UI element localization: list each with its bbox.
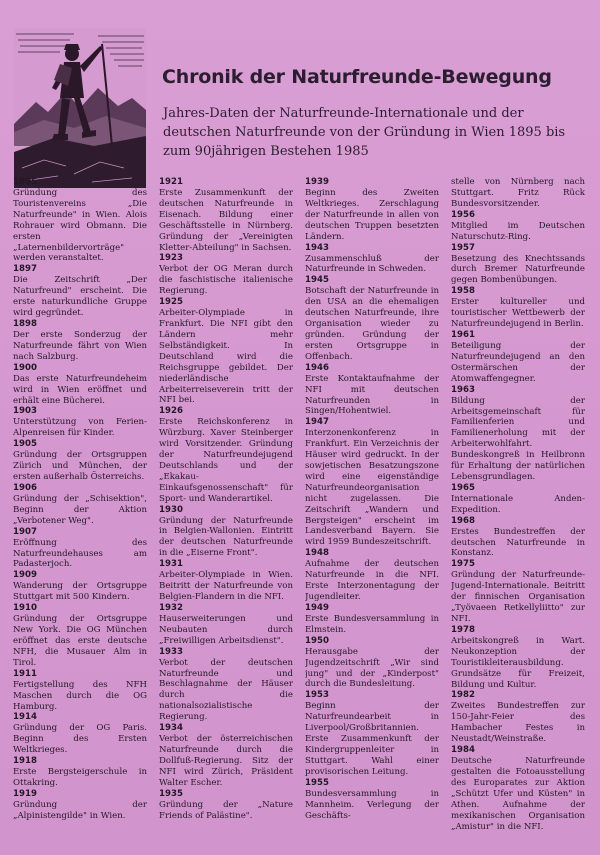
entry bbox=[159, 253, 293, 297]
entry-text: Erster kultureller und touristischer Wettbewerb der Naturfreundejugend in Berlin. bbox=[451, 297, 585, 330]
entry bbox=[13, 789, 147, 822]
entry bbox=[305, 690, 439, 777]
entry bbox=[159, 505, 293, 560]
entry bbox=[451, 210, 585, 243]
entry bbox=[13, 319, 147, 363]
entry-year: 1982 bbox=[451, 690, 475, 701]
entry bbox=[305, 603, 439, 636]
entry bbox=[305, 275, 439, 362]
entry-text: Erste Zusammenkunft der deutschen Naturfreunde in Eisenach. Bildung einer Geschäftsstelle in Nürnberg. Gründung der „Vereinigten Kletter-Abteilung" in Sachsen. bbox=[159, 188, 293, 253]
entry-year: 1907 bbox=[13, 526, 37, 537]
entry bbox=[305, 177, 439, 243]
entry-text: Verbot der OG Meran durch die faschistische italienische Regierung. bbox=[159, 264, 293, 297]
entry-year: 1978 bbox=[451, 624, 475, 635]
entry bbox=[451, 330, 585, 385]
entry-year: 1903 bbox=[13, 406, 37, 417]
entry-text: Zusammenschluß der Naturfreunde in Schweden. bbox=[305, 253, 439, 275]
entry bbox=[13, 570, 147, 603]
entry-year: 1935 bbox=[159, 788, 183, 799]
entry bbox=[13, 527, 147, 571]
entry-text: Gründung der „Nature Friends of Palästine". bbox=[159, 799, 293, 821]
entry-year: 1895 bbox=[13, 177, 37, 187]
entry bbox=[159, 177, 293, 253]
entry bbox=[305, 636, 439, 691]
page-title: Chronik der Naturfreunde-Bewegung bbox=[162, 66, 552, 88]
entry bbox=[13, 177, 147, 264]
entry-text: Mitglied im Deutschen Naturschutz-Ring. bbox=[451, 220, 585, 242]
entry-text: Arbeiter-Olympiade in Wien. Beitritt der Naturfreunde von Belgien-Flandern in die NFI. bbox=[159, 570, 293, 602]
entry-year: 1934 bbox=[159, 723, 183, 734]
entry-year: 1945 bbox=[305, 275, 329, 286]
entry-text: Erste Bergsteigerschule in Ottakring. bbox=[13, 767, 147, 789]
entry-text: Wanderung der Ortsgruppe Stuttgart mit 500 Kindern. bbox=[13, 581, 147, 603]
entry-year: 1919 bbox=[13, 788, 37, 799]
entry-text: Internationale Anden-Expedition. bbox=[451, 493, 585, 515]
entry-year: 1909 bbox=[13, 570, 37, 581]
entry bbox=[451, 243, 585, 287]
entry-text: Unterstützung von Ferien-Alpenreisen für Kinder. bbox=[13, 417, 147, 439]
entry-year: 1939 bbox=[305, 177, 329, 187]
entry-year: 1956 bbox=[451, 209, 475, 220]
entry bbox=[13, 483, 147, 527]
entry bbox=[451, 385, 585, 483]
entry-year: 1930 bbox=[159, 504, 183, 515]
entry-text: Bundesversammlung in Mannheim. Verlegung der Geschäfts- bbox=[305, 788, 439, 821]
entry-text: Das erste Naturfreundeheim wird in Wien eröffnet und erhält eine Bücherei. bbox=[13, 373, 147, 406]
entry bbox=[159, 406, 293, 504]
continued-text: stelle von Nürnberg nach Stuttgart. Fritz Rück Bundesvorsitzender. bbox=[451, 177, 585, 209]
hiker-woodcut-illustration bbox=[14, 28, 146, 188]
entry-text: Beteiligung der Naturfreundejugend an den Ostermärschen der Atomwaffengegner. bbox=[451, 340, 585, 384]
entry-text: Erste Kontaktaufnahme der NFI mit deutschen Naturfreunden in Singen/Hohentwiel. bbox=[305, 373, 439, 417]
entry-text: Herausgabe der Jugendzeitschrift „Wir sind jung" und der „Kinderpost" durch die Bundesleitung. bbox=[305, 646, 439, 690]
entry-text: Gründung der „Alpinistengilde" in Wien. bbox=[13, 799, 147, 821]
entry bbox=[451, 516, 585, 560]
chronicle-columns bbox=[13, 177, 587, 849]
entry-year: 1958 bbox=[451, 286, 475, 297]
entry-text: Interzonenkonferenz in Frankfurt. Ein Verzeichnis der Häuser wird gedruckt. In der sowjetischen Besatzungszone wird eine eigenständige Naturfreundeorganisation nicht zugelassen. Die Zeitschrift „Wandern und Bergsteigen" erscheint im Landesverband Bayern. Sie wird 1959 Bundeszeitschrift. bbox=[305, 428, 439, 548]
entry-year: 1900 bbox=[13, 362, 37, 373]
entry-year: 1897 bbox=[13, 264, 37, 275]
entry bbox=[13, 756, 147, 789]
entry bbox=[451, 745, 585, 832]
entry-text: Gründung der Naturfreunde in Belgien-Wallonien. Eintritt der deutschen Naturfreunde in die „Eiserne Front". bbox=[159, 515, 293, 559]
entry-year: 1948 bbox=[305, 548, 329, 559]
entry bbox=[159, 789, 293, 822]
entry-year: 1950 bbox=[305, 635, 329, 646]
entry bbox=[159, 559, 293, 603]
entry-year: 1933 bbox=[159, 646, 183, 657]
entry-text: Aufnahme der deutschen Naturfreunde in die NFI. Erste Interzonentagung der Jugendleiter. bbox=[305, 559, 439, 602]
entry-year: 1921 bbox=[159, 177, 183, 187]
entry-text: Erste Reichskonferenz in Würzburg. Xaver Steinberger wird Vorsitzender. Gründung der Naturfreundejugend Deutschlands und der „Ekakau-Einkaufsgenossenschaft" für Sport- und Wanderartikel. bbox=[159, 417, 293, 504]
entry-year: 1918 bbox=[13, 756, 37, 767]
entry-text: Fertigstellung des NFH Maschen durch die OG Hamburg. bbox=[13, 679, 147, 712]
entry-year: 1925 bbox=[159, 297, 183, 308]
entry-text: Erstes Bundestreffen der deutschen Naturfreunde in Konstanz. bbox=[451, 526, 585, 559]
entry bbox=[13, 712, 147, 756]
entry-year: 1955 bbox=[305, 777, 329, 788]
entry bbox=[451, 559, 585, 625]
entry-text: Der erste Sonderzug der Naturfreunde fährt von Wien nach Salzburg. bbox=[13, 329, 147, 362]
column-1 bbox=[13, 177, 147, 849]
entry-text: Deutsche Naturfreunde gestalten die Fotoausstellung des Europarates zur Aktion „Schützt Ufer und Küsten" in Athen. Aufnahme der mexikanischen Organisation „Amistur" in die NFI. bbox=[451, 756, 585, 832]
entry bbox=[159, 723, 293, 789]
entry-text: Gründung der Ortsgruppe New York. Die OG München eröffnet das erste deutsche NFH, die Musauer Alm in Tirol. bbox=[13, 614, 147, 668]
entry-year: 1910 bbox=[13, 603, 37, 614]
entry-text: Beginn der Naturfreundearbeit in Liverpool/Großbritannien. Erste Zusammenkunft der Kindergruppenleiter in Stuttgart. Wahl einer provisorischen Leitung. bbox=[305, 701, 439, 777]
entry bbox=[305, 778, 439, 822]
entry-year: 1957 bbox=[451, 242, 475, 253]
entry-text: Zweites Bundestreffen zur 150-Jahr-Feier des Hambacher Festes in Neustadt/Weinstraße. bbox=[451, 701, 585, 745]
column-3 bbox=[305, 177, 439, 849]
entry-year: 1926 bbox=[159, 406, 183, 417]
entry bbox=[451, 690, 585, 745]
column-4 bbox=[451, 177, 585, 849]
entry-text: Die Zeitschrift „Der Naturfreund" erscheint. Die erste naturkundliche Gruppe wird gegründet. bbox=[13, 275, 147, 319]
entry bbox=[451, 625, 585, 691]
entry bbox=[13, 669, 147, 713]
entry-text: Eröffnung des Naturfreundehauses am Padasterjoch. bbox=[13, 537, 147, 570]
entry-text: Gründung des Touristenvereins „Die Naturfreunde" in Wien. Alois Rohrauer wird Obmann. Die ersten „Laternenbildervorträge" werden veranstaltet. bbox=[13, 188, 147, 264]
entry-text: Gründung der Ortsgruppen Zürich und München, der ersten außerhalb Österreichs. bbox=[13, 450, 147, 483]
column-2 bbox=[159, 177, 293, 849]
entry-year: 1931 bbox=[159, 559, 183, 570]
entry-year: 1943 bbox=[305, 242, 329, 253]
entry-year: 1961 bbox=[451, 329, 475, 340]
entry-year: 1947 bbox=[305, 417, 329, 428]
entry-text: Gründung der OG Paris. Beginn des Ersten Weltkrieges. bbox=[13, 723, 147, 756]
entry-year: 1906 bbox=[13, 482, 37, 493]
entry-text: Gründung der Naturfreunde-Jugend-Internationale. Beitritt der finnischen Organisation „Työvaeen Retkellyliitto" zur NFI. bbox=[451, 570, 585, 624]
entry bbox=[13, 363, 147, 407]
entry-text: Arbeiter-Olympiade in Frankfurt. Die NFI gibt den Ländern mehr Selbständigkeit. In Deutschland wird die Reichsgruppe gebildet. Der niederländische Arbeiterreiseverein tritt der NFI bei. bbox=[159, 308, 293, 406]
entry-year: 1914 bbox=[13, 712, 37, 723]
entry bbox=[305, 363, 439, 418]
entry bbox=[159, 603, 293, 647]
entry-text: Arbeitskongreß in Wart. Neukonzeption der Touristikleiterausbildung. Grundsätze für Freizeit, Bildung und Kultur. bbox=[451, 635, 585, 690]
entry-year: 1984 bbox=[451, 745, 475, 756]
entry-year: 1946 bbox=[305, 362, 329, 373]
entry-text: Beginn des Zweiten Weltkrieges. Zerschlagung der Naturfreunde in allen von deutschen Truppen besetzten Ländern. bbox=[305, 188, 439, 242]
entry-text: Hauserweiterungen und Neubauten durch „Freiwilligen Arbeitsdienst". bbox=[159, 613, 293, 646]
entry-year: 1965 bbox=[451, 482, 475, 493]
entry bbox=[159, 297, 293, 406]
entry-text: Besetzung des Knechtssands durch Bremer Naturfreunde gegen Bombenübungen. bbox=[451, 253, 585, 286]
entry-text: Verbot der deutschen Naturfreunde und Beschlagnahme der Häuser durch die nationalsozialistische Regierung. bbox=[159, 657, 293, 723]
entry-year: 1963 bbox=[451, 384, 475, 395]
entry-year: 1923 bbox=[159, 253, 183, 264]
entry bbox=[13, 603, 147, 669]
entry bbox=[13, 439, 147, 483]
entry-year: 1968 bbox=[451, 515, 475, 526]
entry-year: 1898 bbox=[13, 318, 37, 329]
entry-year: 1975 bbox=[451, 559, 475, 570]
entry-text: Verbot der österreichischen Naturfreunde durch die Dollfuß-Regierung. Sitz der NFI wird Zürich, Präsident Walter Escher. bbox=[159, 734, 293, 788]
page-subtitle: Jahres-Daten der Naturfreunde-Internationale und der deutschen Naturfreunde von der Gründung in Wien 1895 bis zum 90jährigen Bestehen 1985 bbox=[163, 106, 566, 159]
entry bbox=[305, 417, 439, 548]
entry-text: Gründung der „Schisektion", Beginn der Aktion „Verbotener Weg". bbox=[13, 493, 147, 526]
entry-text: Botschaft der Naturfreunde in den USA an die ehemaligen deutschen Naturfreunde, ihre Organisation wieder zu gründen. Gründung der ersten Ortsgruppe in Offenbach. bbox=[305, 286, 439, 362]
entry bbox=[451, 286, 585, 330]
entry bbox=[451, 483, 585, 516]
entry-year: 1905 bbox=[13, 439, 37, 450]
entry bbox=[13, 406, 147, 439]
entry-year: 1949 bbox=[305, 602, 329, 613]
entry-year: 1953 bbox=[305, 690, 329, 701]
entry bbox=[159, 647, 293, 723]
entry-text: Erste Bundesversammlung in Elmstein. bbox=[305, 613, 439, 635]
entry bbox=[13, 264, 147, 319]
entry-year: 1911 bbox=[13, 668, 37, 679]
entry bbox=[305, 548, 439, 603]
entry-text: Bildung der Arbeitsgemeinschaft für Familienferien und Familienerholung mit der Arbeiterwohlfahrt. Bundeskongreß in Heilbronn für Erhaltung der natürlichen Lebensgrundlagen. bbox=[451, 395, 585, 482]
entry bbox=[305, 243, 439, 276]
entry-year: 1932 bbox=[159, 602, 183, 613]
